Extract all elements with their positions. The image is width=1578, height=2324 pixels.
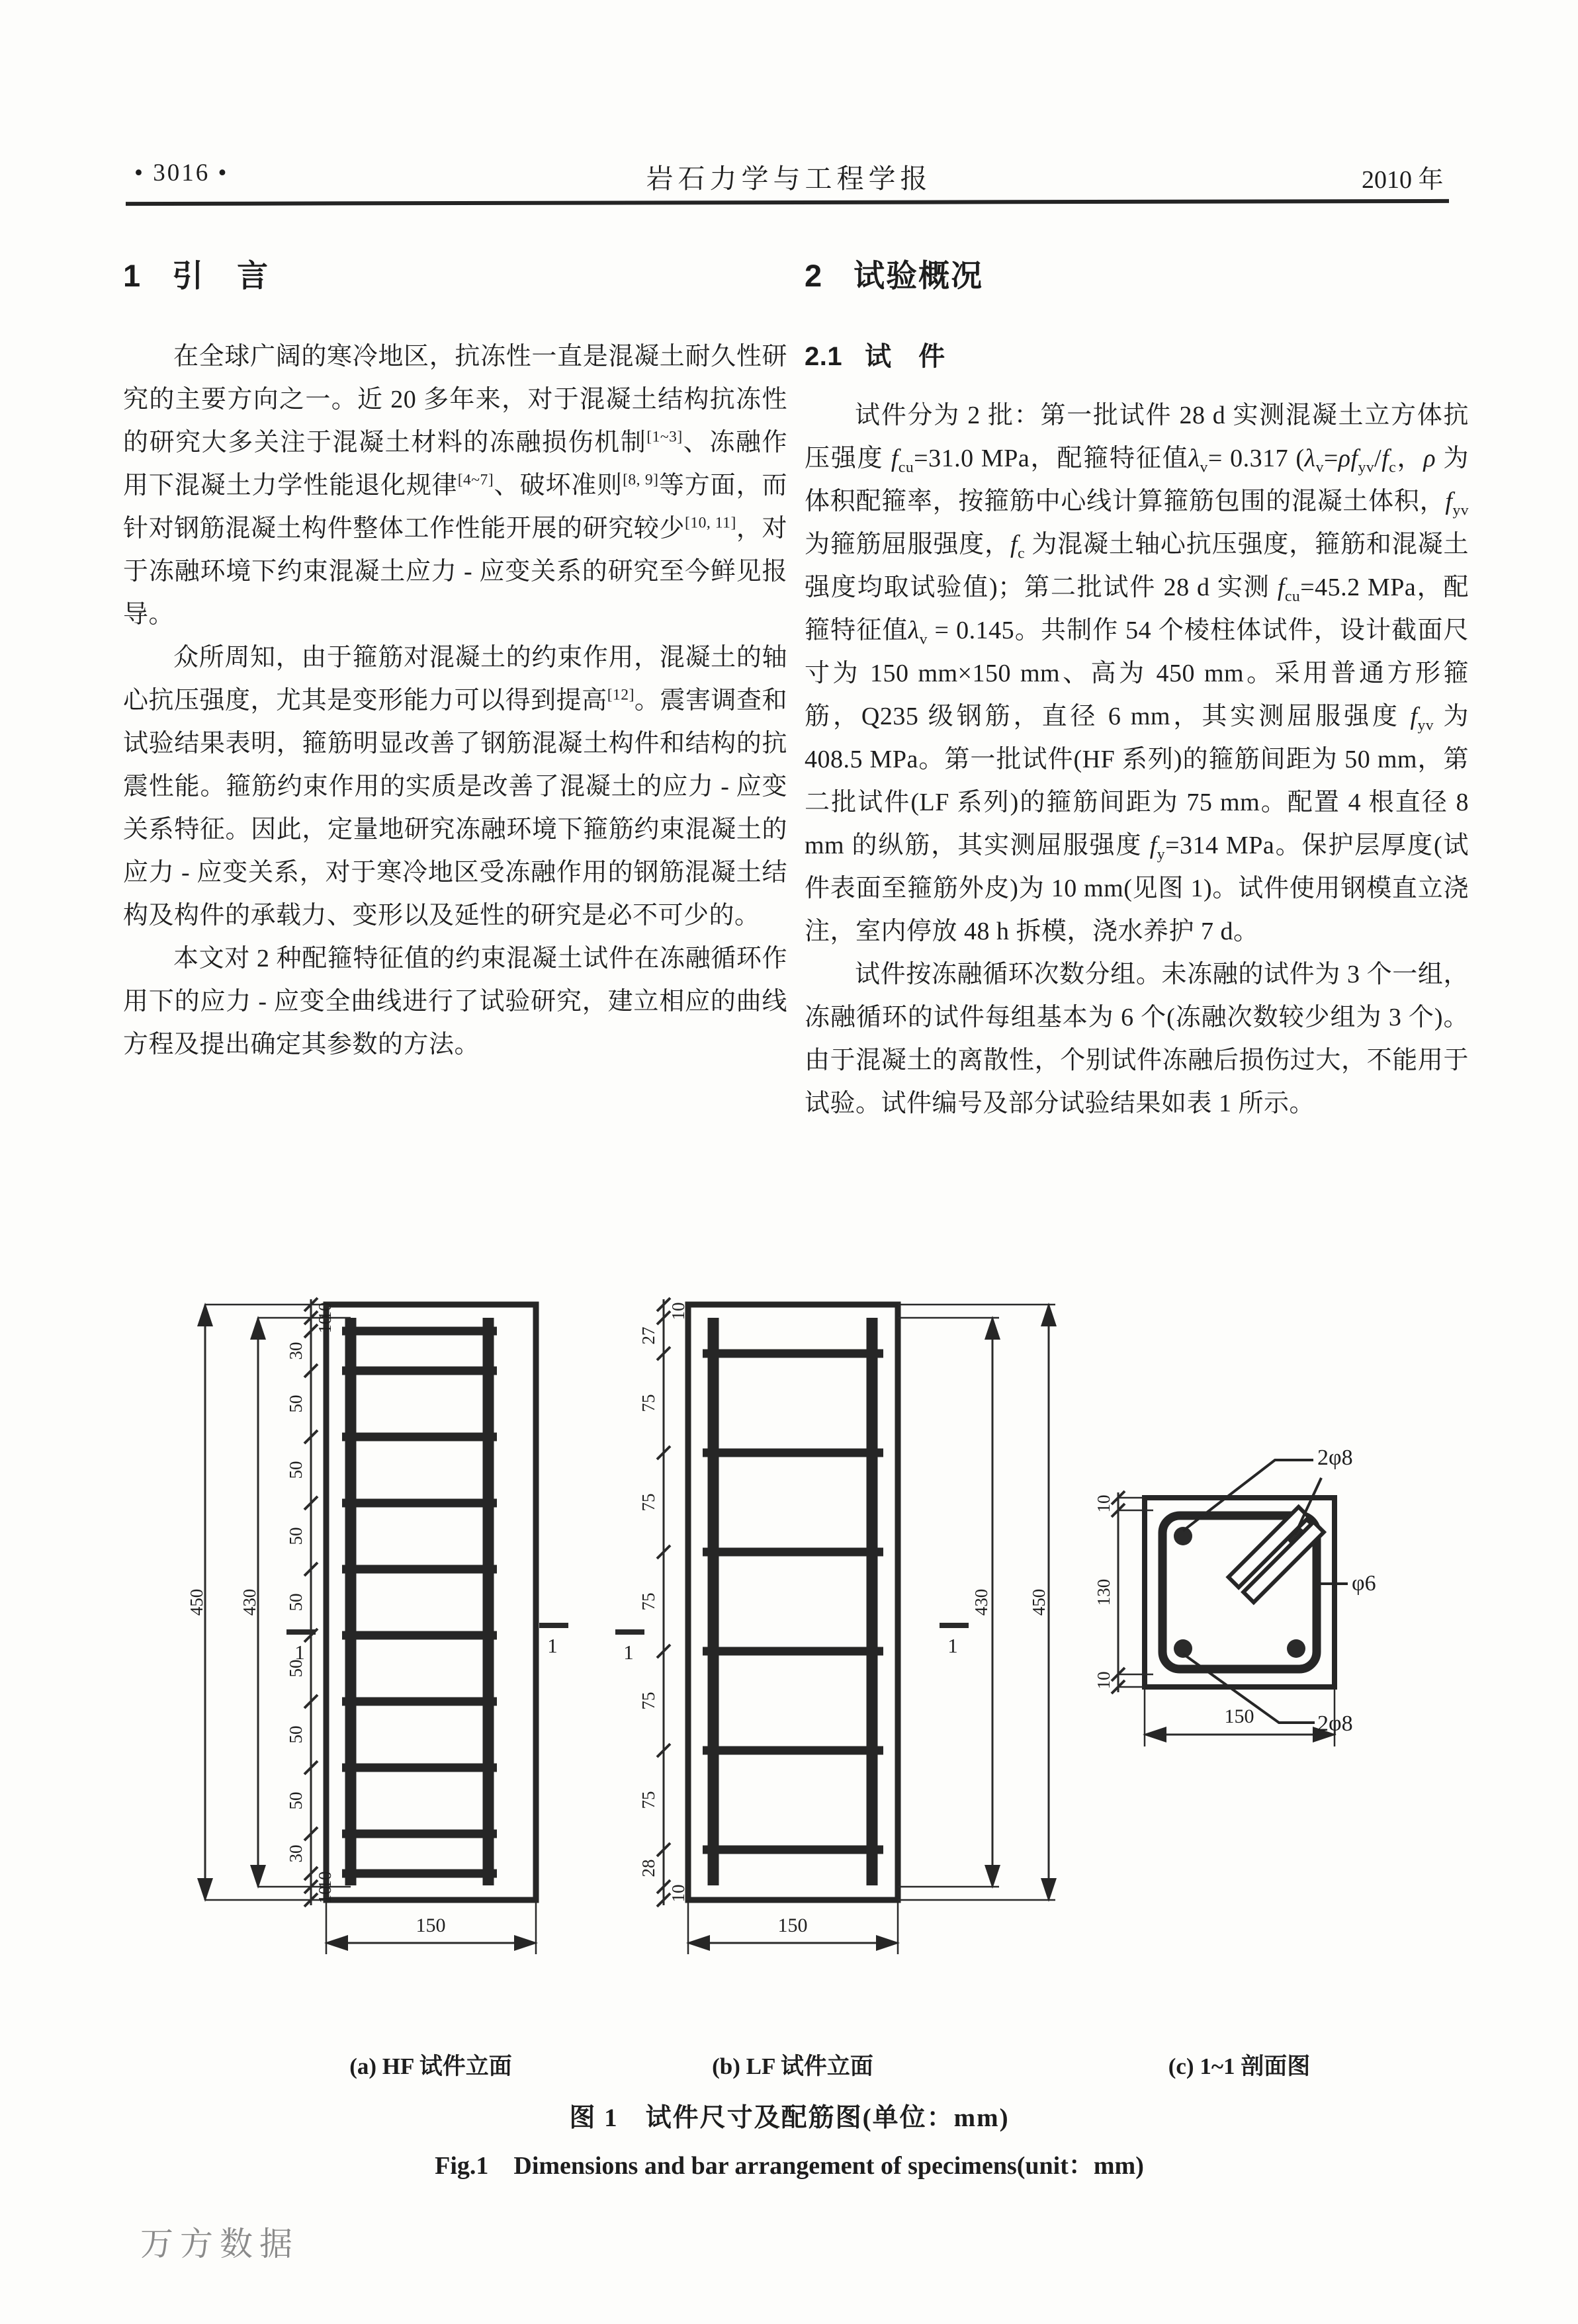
dim-label: 10 [668, 1302, 688, 1320]
dim-label: 10 [668, 1884, 688, 1903]
subcaption-b: (b) LF 试件立面 [712, 2053, 873, 2079]
section-1-title: 引 言 [172, 258, 270, 293]
stirrup-label: φ6 [1352, 1571, 1376, 1596]
hf-specimen-outline [326, 1305, 536, 1900]
dim-label: 150 [777, 1915, 808, 1936]
journal-title: 岩石力学与工程学报 [646, 163, 932, 194]
dim-label: 10 [315, 1885, 335, 1904]
dim-label: 30 [286, 1342, 306, 1360]
figure-1-drawing [122, 1291, 1466, 1959]
watermark: 万方数据 [140, 2225, 299, 2262]
paragraph: 试件按冻融循环次数分组。未冻融的试件为 3 个一组，冻融循环的试件每组基本为 6 个(冻融次数较少组为 3 个)。由于混凝土的离散性，个别试件冻融后损伤过大，不能用于试验。试件编号及部分试验结果如表 1 所示。 [805, 961, 1469, 1117]
section-mark: 1 [294, 1641, 305, 1664]
dim-label: 28 [638, 1859, 658, 1877]
section-2-title: 试验概况 [854, 258, 984, 293]
longitudinal-bars [1174, 1527, 1305, 1658]
section-1-heading [123, 254, 787, 297]
section-2-number: 2 [805, 258, 824, 293]
page-number: • 3016 • [134, 159, 229, 187]
dim-label: 430 [971, 1588, 991, 1616]
subcaption-c: (c) 1~1 剖面图 [1168, 2053, 1311, 2079]
rebar-label-bottom: 2φ8 [1317, 1711, 1353, 1736]
dim-label: 130 [1094, 1578, 1114, 1606]
section-2-1-heading [805, 335, 1469, 378]
section-1-1-outline [1145, 1460, 1348, 1723]
lf-stirrups [703, 1354, 883, 1850]
dim-label: 10 [1094, 1494, 1114, 1513]
dim-label: 75 [638, 1394, 658, 1412]
dim-label: 50 [286, 1593, 306, 1612]
section-mark: 1 [623, 1641, 634, 1664]
section-mark: 1 [947, 1634, 958, 1657]
right-column [805, 250, 1469, 1125]
header-year: 2010 年 [1362, 166, 1444, 194]
hf-dimension-labels [187, 1303, 558, 1937]
figure-caption-zh: 图 1 试件尺寸及配筋图(单位：mm) [569, 2104, 1010, 2132]
hf-dimension-lines [205, 1298, 568, 1954]
rebar-label-top: 2φ8 [1317, 1445, 1353, 1470]
section-2-1-number: 2.1 [805, 342, 843, 371]
dim-label: 75 [638, 1791, 658, 1809]
paragraph: 众所周知，由于箍筋对混凝土的约束作用，混凝土的轴心抗压强度，尤其是变形能力可以得到提高[12]。震害调查和试验结果表明，箍筋明显改善了钢筋混凝土构件和结构的抗震性能。箍筋约束作用的实质是改善了混凝土的应力 - 应变关系特征。因此，定量地研究冻融环境下箍筋约束混凝土的应力 - 应变关系，对于寒冷地区受冻融作用的钢筋混凝土结构及构件的承载力、变形以及延性的研究是必不可少的。 [123, 644, 787, 929]
dim-label: 30 [286, 1844, 306, 1863]
dim-label: 10 [315, 1302, 335, 1320]
section-2-1-title: 试 件 [865, 342, 945, 371]
subcaption-a: (a) HF 试件立面 [349, 2053, 512, 2079]
dim-label: 50 [286, 1395, 306, 1413]
dim-label: 50 [286, 1659, 306, 1678]
dim-label: 150 [416, 1915, 446, 1936]
lf-dimension-lines [615, 1298, 1055, 1954]
header-rule [126, 199, 1449, 206]
dim-label: 50 [286, 1527, 306, 1545]
dim-label: 75 [638, 1592, 658, 1611]
section-2-heading [805, 254, 1469, 297]
dim-label: 150 [1224, 1705, 1254, 1727]
paragraph: 试件分为 2 批：第一批试件 28 d 实测混凝土立方体抗压强度 $f_{cu}=31.0$ MPa，配箍特征值$\lambda_v= 0.317$ ($\lambda_v=\rho f_{yv}/f_c$，ρ 为体积配箍率，按箍筋中心线计算箍筋包围的混凝土体积，$f_{yv}$ 为箍筋屈服强度，$f_c$ 为混凝土轴心抗压强度，箍筋和混凝土强度均取试验值)；第二批试件 28 d 实测 $f_{cu}=45.2$ MPa，配箍特征值$\lambda_v = 0.145$。共制作 54 个棱柱体试件，设计截面尺寸为 150 mm×150 mm、高为 450 mm。采用普通方形箍筋，Q235 级钢筋，直径 6 mm，其实测屈服强度 $f_{yv}$ 为 408.5 MPa。第一批试件(HF 系列)的箍筋间距为 50 mm，第二批试件(LF 系列)的箍筋间距为 75 mm。配置 4 根直径 8 mm 的纵筋，其实测屈服强度 $f_y=314$ MPa。保护层厚度(试件表面至箍筋外皮)为 10 mm(见图 1)。试件使用钢模直立浇注，室内停放 48 h 拆模，浇水养护 7 d。 [805, 402, 1469, 945]
figure-caption-en: Fig.1 Dimensions and bar arrangement of specimens(unit：mm) [435, 2152, 1144, 2180]
dim-label: 75 [638, 1692, 658, 1710]
dim-label: 450 [187, 1588, 206, 1616]
dim-label: 10 [315, 1871, 335, 1889]
hf-stirrups [342, 1331, 497, 1873]
dim-label: 27 [638, 1326, 658, 1345]
dim-label: 50 [286, 1461, 306, 1479]
dim-label: 50 [286, 1791, 306, 1810]
dim-label: 10 [315, 1315, 335, 1334]
dim-label: 75 [638, 1493, 658, 1512]
paragraph: 在全球广阔的寒冷地区，抗冻性一直是混凝土耐久性研究的主要方向之一。近 20 多年来，对于混凝土结构抗冻性的研究大多关注于混凝土材料的冻融损伤机制[1~3]、冻融作用下混凝土力学性能退化规律[4~7]、破坏准则[8, 9]等方面，而针对钢筋混凝土构件整体工作性能开展的研究较少[10, 11]，对于冻融环境下约束混凝土应力 - 应变关系的研究至今鲜见报导。 [123, 343, 787, 628]
dim-label: 50 [286, 1725, 306, 1744]
paragraph: 本文对 2 种配箍特征值的约束混凝土试件在冻融循环作用下的应力 - 应变全曲线进行了试验研究，建立相应的曲线方程及提出确定其参数的方法。 [123, 945, 787, 1058]
dim-label: 450 [1029, 1588, 1049, 1616]
section-1-number: 1 [123, 258, 142, 293]
left-column [123, 250, 787, 1066]
dim-label: 10 [1094, 1671, 1114, 1690]
lf-specimen-outline [688, 1305, 898, 1900]
dim-label: 430 [240, 1588, 259, 1616]
section-mark: 1 [547, 1634, 558, 1657]
